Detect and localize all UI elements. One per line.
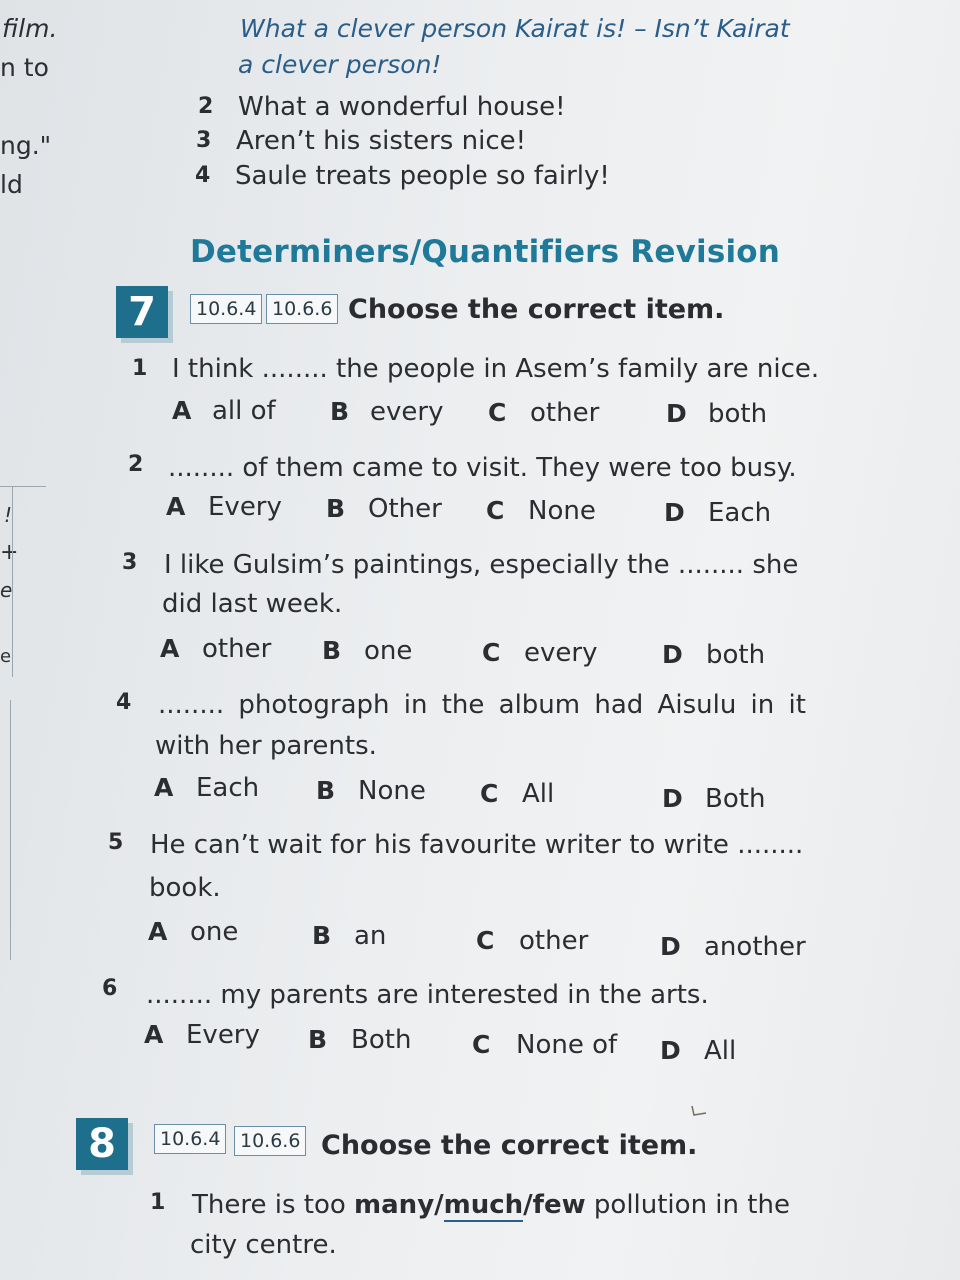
question-number: 1: [150, 1190, 166, 1215]
question-text: I think ........ the people in Asem’s family are nice.: [172, 354, 820, 384]
margin-box-edge: [10, 700, 11, 960]
option-text[interactable]: every: [370, 397, 444, 427]
option-letter: A: [160, 634, 180, 663]
option-letter: B: [330, 397, 350, 426]
option-letter: C: [488, 398, 507, 427]
option-text[interactable]: None of: [516, 1030, 618, 1060]
option-text[interactable]: another: [704, 932, 806, 962]
option-letter: A: [172, 396, 192, 425]
question-number: 5: [108, 830, 124, 855]
question-text-continued: did last week.: [162, 589, 343, 619]
margin-fragment: ld: [0, 170, 23, 199]
question-number: 2: [128, 452, 144, 477]
option-text[interactable]: one: [190, 917, 239, 947]
option-letter: A: [144, 1020, 164, 1049]
option-letter: D: [664, 498, 685, 527]
option-letter: B: [326, 494, 346, 523]
question-text-continued: city centre.: [190, 1230, 337, 1260]
option-text[interactable]: an: [354, 921, 387, 951]
curriculum-code: 10.6.6: [234, 1126, 306, 1156]
margin-fragment: +: [0, 540, 19, 565]
question-text: ........ photograph in the album had Aisulu in it: [158, 690, 806, 720]
curriculum-code: 10.6.4: [190, 294, 262, 324]
option-text[interactable]: all of: [212, 396, 276, 426]
margin-fragment: film.: [2, 14, 58, 43]
item-number: 3: [196, 128, 212, 153]
option-letter: A: [148, 917, 168, 946]
option-text[interactable]: both: [706, 640, 766, 670]
option-letter: A: [154, 773, 174, 802]
option-text[interactable]: other: [519, 926, 589, 956]
choice-many[interactable]: many/: [354, 1190, 444, 1220]
margin-fragment: n to: [0, 53, 49, 82]
option-letter: D: [660, 932, 681, 961]
option-text[interactable]: Both: [351, 1025, 412, 1055]
question-text: I like Gulsim’s paintings, especially the ........ she: [164, 550, 799, 580]
question-text: He can’t wait for his favourite writer to write ........: [150, 830, 804, 860]
option-letter: C: [480, 779, 499, 808]
example-answer-line: a clever person!: [238, 50, 442, 79]
item-text: Saule treats people so fairly!: [235, 161, 610, 191]
item-text: What a wonderful house!: [238, 92, 566, 122]
option-text[interactable]: Every: [208, 492, 282, 522]
question-text: [192, 1190, 790, 1220]
option-text[interactable]: Each: [708, 498, 772, 528]
option-text[interactable]: every: [524, 638, 598, 668]
exercise-number: 7: [116, 286, 168, 338]
margin-fragment: ng.": [0, 131, 52, 160]
item-number: 2: [198, 94, 214, 119]
question-text: ........ of them came to visit. They were too busy.: [168, 453, 797, 483]
option-letter: C: [486, 496, 505, 525]
choice-few[interactable]: /few: [523, 1190, 586, 1220]
example-answer-line: What a clever person Kairat is! – Isn’t Kairat: [240, 14, 790, 43]
curriculum-code: 10.6.6: [266, 294, 338, 324]
question-number: 4: [116, 690, 132, 715]
question-number: 6: [102, 976, 118, 1001]
option-letter: B: [308, 1025, 328, 1054]
option-text[interactable]: None: [528, 496, 596, 526]
exercise-instruction: Choose the correct item.: [321, 1130, 698, 1161]
curriculum-code: 10.6.4: [154, 1124, 226, 1154]
item-number: 4: [195, 163, 211, 188]
option-letter: D: [662, 640, 683, 669]
question-text: ........ my parents are interested in the arts.: [146, 980, 709, 1010]
option-letter: B: [322, 636, 342, 665]
question-text-continued: with her parents.: [155, 731, 377, 761]
margin-fragment: e: [0, 646, 12, 667]
option-text[interactable]: Both: [705, 784, 766, 814]
option-letter: C: [476, 926, 495, 955]
choice-much-underlined[interactable]: much: [443, 1190, 524, 1220]
option-text[interactable]: None: [358, 776, 426, 806]
item-text: Aren’t his sisters nice!: [236, 126, 527, 156]
option-letter: D: [662, 784, 683, 813]
question-text-continued: book.: [149, 873, 221, 903]
margin-fragment: !: [4, 503, 13, 527]
question-number: 3: [122, 550, 138, 575]
option-text[interactable]: Other: [368, 494, 442, 524]
option-letter: B: [316, 776, 336, 805]
option-text[interactable]: other: [530, 398, 600, 428]
option-text[interactable]: other: [202, 634, 272, 664]
option-letter: D: [666, 399, 687, 428]
margin-fragment: e: [0, 578, 13, 602]
question-text-end: pollution in the: [585, 1190, 790, 1220]
question-text-start: There is too: [192, 1190, 355, 1220]
exercise-instruction: Choose the correct item.: [348, 294, 725, 325]
pen-mark-icon: [688, 1104, 712, 1120]
option-text[interactable]: both: [708, 399, 768, 429]
option-letter: A: [166, 492, 186, 521]
question-number: 1: [132, 356, 148, 381]
option-text[interactable]: All: [704, 1036, 737, 1066]
margin-box-edge: [12, 487, 13, 677]
section-heading: Determiners/Quantifiers Revision: [190, 234, 781, 270]
margin-box-top: [0, 486, 46, 487]
option-text[interactable]: Every: [186, 1020, 260, 1050]
exercise-number: 8: [76, 1118, 128, 1170]
option-letter: D: [660, 1036, 681, 1065]
option-letter: C: [482, 638, 501, 667]
option-letter: C: [472, 1030, 491, 1059]
option-letter: B: [312, 921, 332, 950]
option-text[interactable]: Each: [196, 773, 260, 803]
option-text[interactable]: All: [522, 779, 555, 809]
option-text[interactable]: one: [364, 636, 413, 666]
